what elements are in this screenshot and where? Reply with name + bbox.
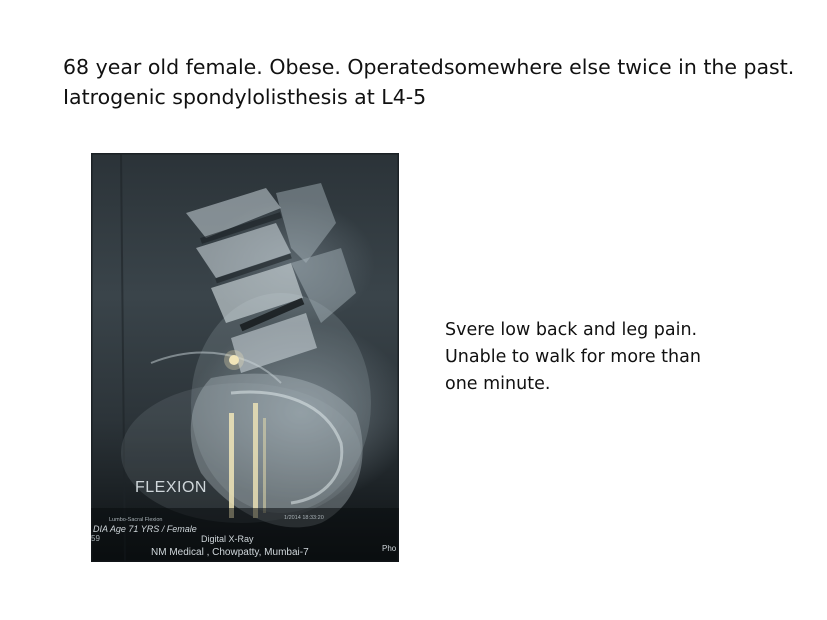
facility: NM Medical , Chowpatty, Mumbai-7 (151, 547, 309, 558)
case-summary-line: 68 year old female. Obese. Operatedsomewhere else twice in the past. (63, 55, 795, 79)
symptom-line: Svere low back and leg pain. (445, 320, 698, 340)
timestamp: 1/2014 18:33:20 (284, 515, 324, 521)
symptom-line: one minute. (445, 374, 551, 394)
modality: Digital X-Ray (201, 534, 254, 544)
case-description (63, 52, 803, 112)
symptom-note (445, 317, 785, 398)
symptom-line: Unable to walk for more than (445, 347, 701, 367)
xray-image (91, 153, 399, 562)
xray-graphic (91, 153, 399, 562)
diagnosis-line: Iatrogenic spondylolisthesis at L4-5 (63, 85, 427, 109)
view-label: FLEXION (135, 479, 207, 496)
edge-text: Pho (382, 544, 397, 553)
patient-info: DIA Age 71 YRS / Female (93, 524, 197, 534)
exam-name: Lumbo-Sacral Flexion (109, 517, 163, 523)
id-fragment: 59 (91, 534, 100, 543)
